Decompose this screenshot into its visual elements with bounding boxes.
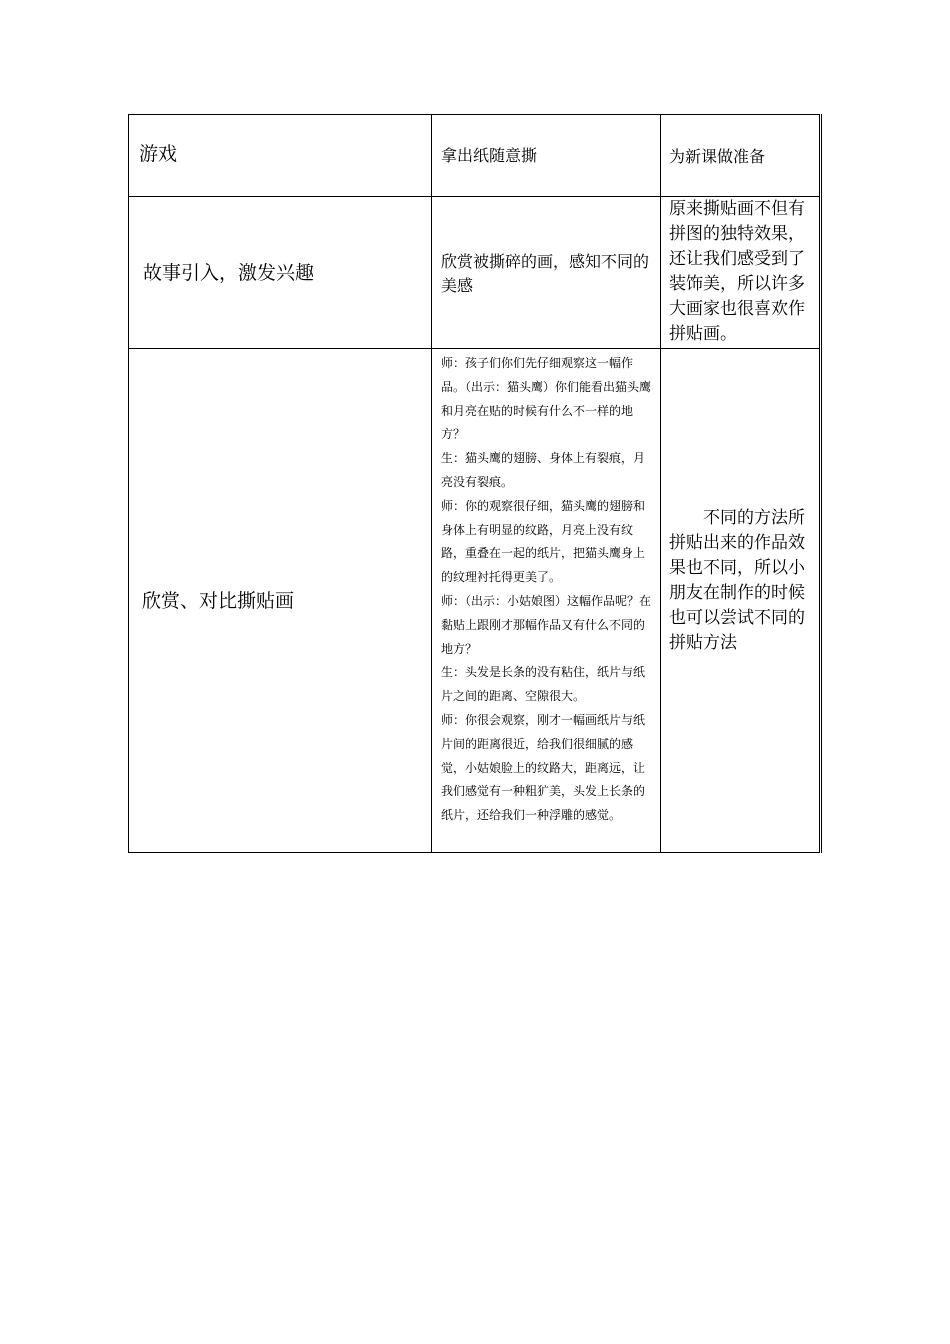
dialogue-line: 师：孩子们你们先仔细观察这一幅作品。（出示：猫头鹰）你们能看出猫头鹰和月亮在贴的时候有什么不一样的地方？ bbox=[441, 356, 652, 442]
activity-cell bbox=[129, 197, 432, 349]
activity-text: 游戏 bbox=[139, 143, 178, 165]
student-cell bbox=[432, 115, 661, 197]
intent-cell bbox=[661, 115, 821, 197]
intent-cell bbox=[661, 197, 821, 349]
activity-text: 欣赏、对比撕贴画 bbox=[142, 589, 295, 612]
intent-text: 为新课做准备 bbox=[669, 147, 766, 166]
activity-cell bbox=[129, 349, 432, 853]
dialogue-line: 生：头发是长条的没有粘住，纸片与纸片之间的距离、空隙很大。 bbox=[441, 665, 646, 704]
activity-text: 故事引入，激发兴趣 bbox=[143, 261, 315, 284]
dialogue-line: 师：（出示：小姑娘图）这幅作品呢？在黏贴上跟刚才那幅作品又有什么不同的地方？ bbox=[441, 593, 652, 656]
dialogue-line: 师：你很会观察，刚才一幅画纸片与纸片间的距离很近，给我们很细腻的感觉，小姑娘脸上的纹路大，距离远，让我们感觉有一种粗犷美，头发上长条的纸片，还给我们一种浮雕的感觉。 bbox=[441, 712, 646, 823]
dialogue-line: 师：你的观察很仔细，猫头鹰的翅膀和身体上有明显的纹路，月亮上没有纹路，重叠在一起的纸片，把猫头鹰身上的纹理衬托得更美了。 bbox=[441, 498, 646, 585]
lesson-plan-table bbox=[128, 114, 822, 853]
intent-cell bbox=[661, 349, 821, 853]
table-row bbox=[129, 349, 821, 853]
student-cell bbox=[432, 197, 661, 349]
table-row bbox=[129, 197, 821, 349]
student-text: 拿出纸随意撕 bbox=[441, 145, 538, 165]
student-text: 欣赏被撕碎的画，感知不同的美感 bbox=[441, 251, 650, 295]
dialogue-line: 生：猫头鹰的翅膀、身体上有裂痕，月亮没有裂痕。 bbox=[441, 451, 646, 489]
dialogue-cell bbox=[432, 349, 661, 853]
table-row bbox=[129, 115, 821, 197]
intent-text: 不同的方法所拼贴出来的作品效果也不同，所以小朋友在制作的时候也可以尝试不同的拼贴方法 bbox=[669, 508, 805, 653]
activity-cell bbox=[129, 115, 432, 197]
intent-text: 原来撕贴画不但有拼图的独特效果，还让我们感受到了装饰美，所以许多大画家也很喜欢作拼贴画。 bbox=[669, 199, 805, 344]
